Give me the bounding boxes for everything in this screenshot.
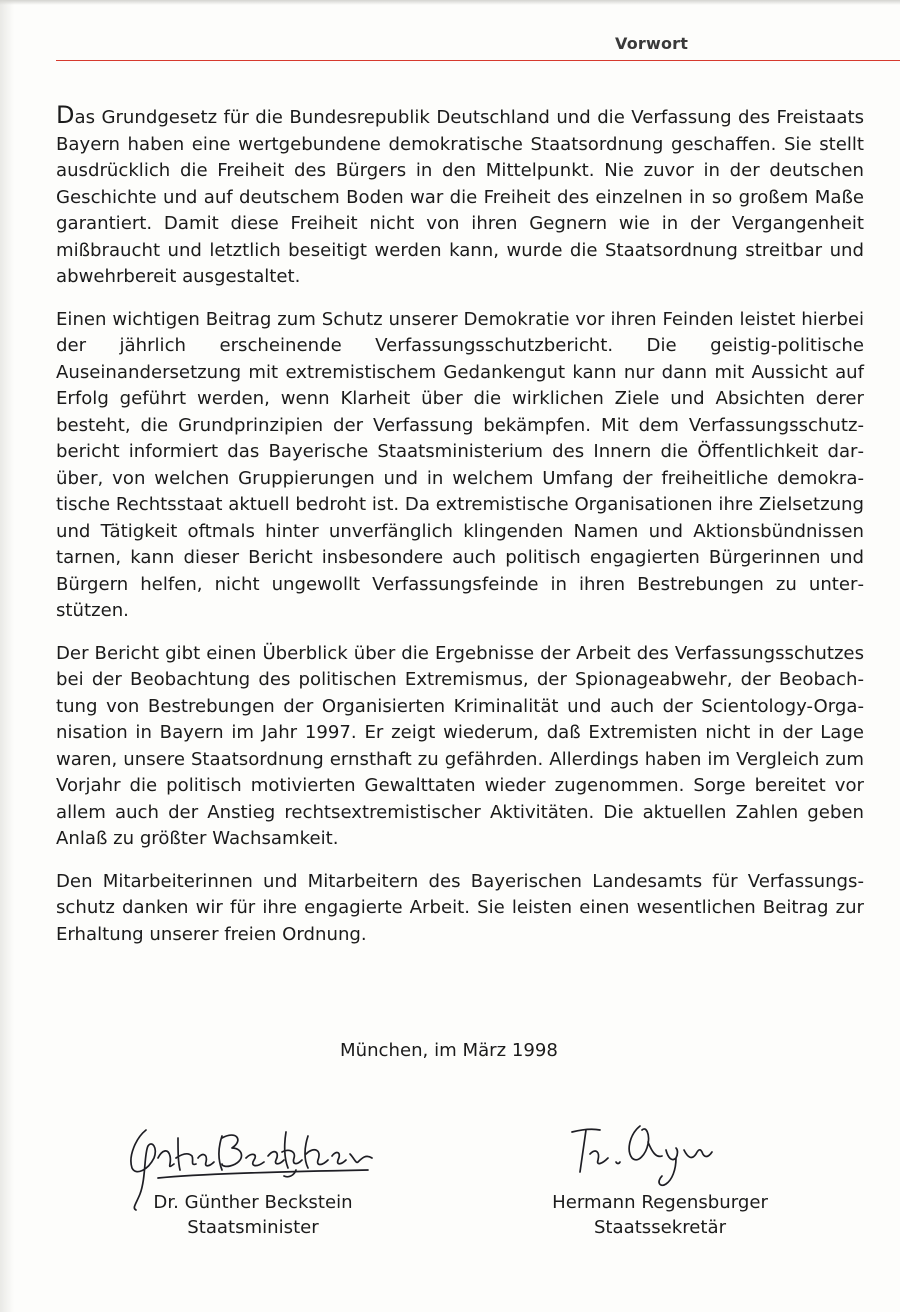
drop-cap: D <box>56 101 75 129</box>
paragraph-1-text: as Grundgesetz für die Bundesrepublik Deutschland und die Verfassung des Freistaats Bayern haben eine wertgebundene demokratische Staatsordnung geschaffen. Sie stellt ausdrücklich die Freiheit des Bürgers in den Mittelpunkt. Nie zuvor in der deutschen Geschichte und auf deutschem Boden war die Freiheit des einzelnen in so großem Maße garantiert. Damit diese Freiheit nicht von ihren Gegnern wie in der Vergangenheit mißbraucht und letztlich beseitigt werden kann, wurde die Staatsordnung streitbar und abwehrbereit ausgestaltet. <box>56 107 864 287</box>
signatory-name: Dr. Günther Beckstein <box>153 1192 353 1213</box>
signatory-right <box>545 1190 775 1240</box>
page-top-shadow <box>0 0 900 5</box>
signature-regensburger <box>560 1118 780 1198</box>
signatory-title: Staatssekretär <box>593 1217 727 1238</box>
header-rule <box>56 60 900 61</box>
paragraph-4: Den Mitarbeiterinnen und Mitarbeitern des Bayerischen Landesamts für Verfassungsschutz danken wir für ihre engagierte Arbeit. Sie leisten einen wesentlichen Beitrag zur Erhaltung unserer freien Ordnung. <box>56 870 864 945</box>
paragraph-2: Einen wichtigen Beitrag zum Schutz unserer Demokratie vor ihren Feinden leistet hierbei der jährlich erscheinende Verfassungsschutzbericht. Die geistig-politische Auseinandersetzung mit extremistischem Gedankengut kann nur dann mit Aussicht auf Erfolg geführt werden, wenn Klarheit über die wirklichen Ziele und Absichten derer besteht, die Grundprinzipien der Verfassung bekämpfen. Mit dem Verfassungsschutzbericht informiert das Bayerische Staatsministerium des Innern die Öffentlichkeit darüber, von welchen Gruppierungen und in welchem Umfang der freiheitliche demokratische Rechtsstaat aktuell bedroht ist. Da extremistische Organisationen ihre Zielsetzung und Tätigkeit oftmals hinter unverfänglich klingenden Namen und Aktionsbündnissen tarnen, kann dieser Bericht insbesondere auch politisch engagierten Bürgerinnen und Bürgern helfen, nicht ungewollt Verfassungsfeinde in ihren Bestrebungen zu unterstützen. <box>56 308 864 621</box>
place-and-date: München, im März 1998 <box>340 1040 558 1061</box>
paragraph-3: Der Bericht gibt einen Überblick über die Ergebnisse der Arbeit des Verfassungsschutzes bei der Beobachtung des politischen Extremismus, der Spionageabwehr, der Beobachtung von Bestrebungen der Organisierten Kriminalität und auch der Scientology-Organisation in Bayern im Jahr 1997. Er zeigt wiederum, daß Extremisten nicht in der Lage waren, unsere Staatsordnung ernsthaft zu gefährden. Allerdings haben im Vergleich zum Vorjahr die politisch motivierten Gewalttaten wieder zugenommen. Sorge bereitet vor allem auch der Anstieg rechtsextremistischer Aktivitäten. Die aktuellen Zahlen geben Anlaß zu größter Wachsamkeit. <box>56 642 864 849</box>
paragraph-1 <box>56 102 864 291</box>
running-head-title: Vorwort <box>615 34 689 53</box>
signatory-title: Staatsminister <box>187 1217 319 1238</box>
signatory-name: Hermann Regensburger <box>552 1192 768 1213</box>
foreword-body <box>56 102 864 964</box>
signatory-left <box>138 1190 368 1240</box>
